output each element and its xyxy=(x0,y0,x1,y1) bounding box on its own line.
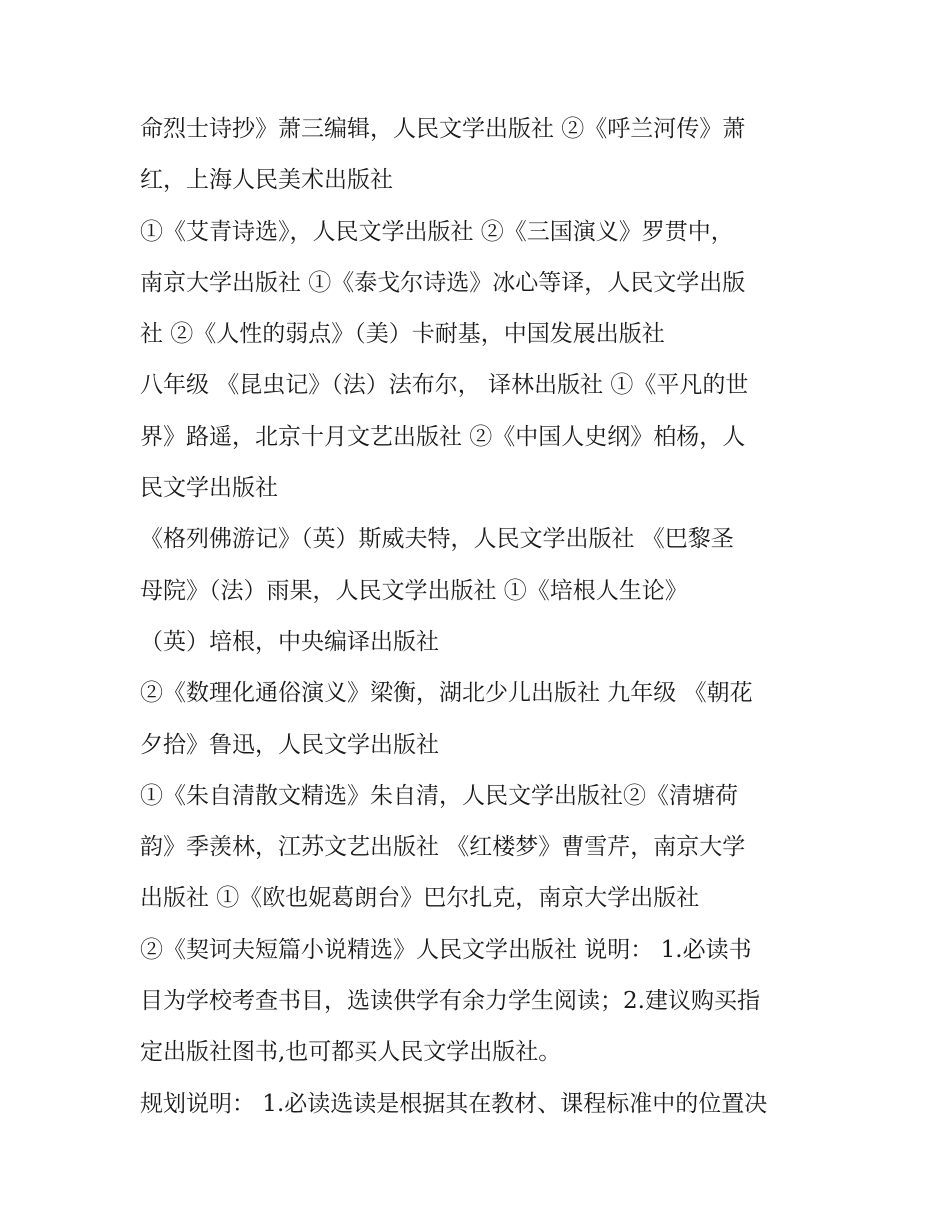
text-line: 母院》（法）雨果，人民文学出版社 ①《培根人生论》 xyxy=(140,577,688,604)
text-line: 目为学校考查书目，选读供学有余力学生阅读；2.建议购买指 xyxy=(140,988,760,1015)
text-line: 夕拾》鲁迅，人民文学出版社 xyxy=(140,731,439,758)
text-line: 社 ②《人性的弱点》（美）卡耐基，中国发展出版社 xyxy=(140,321,665,348)
text-line: ②《数理化通俗演义》梁衡，湖北少儿出版社 九年级 《朝花 xyxy=(140,680,753,707)
text-line: 《格列佛游记》（英）斯威夫特，人民文学出版社 《巴黎圣 xyxy=(140,526,734,553)
text-line: 韵》季羡林，江苏文艺出版社 《红楼梦》曹雪芹，南京大学 xyxy=(140,834,746,861)
text-line: 定出版社图书,也可都买人民文学出版社。 xyxy=(140,1039,562,1066)
text-line: 南京大学出版社 ①《泰戈尔诗选》冰心等译，人民文学出版 xyxy=(140,269,746,296)
text-line: ②《契诃夫短篇小说精选》人民文学出版社 说明： 1.必读书 xyxy=(140,936,752,963)
text-line: ①《艾青诗选》，人民文学出版社 ②《三国演义》罗贯中， xyxy=(140,218,734,245)
text-line: 民文学出版社 xyxy=(140,475,278,502)
document-body xyxy=(140,104,820,1130)
text-line: ①《朱自清散文精选》朱自清，人民文学出版社②《清塘荷 xyxy=(140,782,738,809)
text-line: 红，上海人民美术出版社 xyxy=(140,167,393,194)
text-line: 命烈士诗抄》萧三编辑，人民文学出版社 ②《呼兰河传》萧 xyxy=(140,116,746,142)
text-line: （英）培根，中央编译出版社 xyxy=(140,628,439,655)
text-line: 界》路遥，北京十月文艺出版社 ②《中国人史纲》柏杨，人 xyxy=(140,423,746,450)
text-line: 规划说明： 1.必读选读是根据其在教材、课程标准中的位置决 xyxy=(140,1090,768,1117)
text-line: 出版社 ①《欧也妮葛朗台》巴尔扎克，南京大学出版社 xyxy=(140,885,700,912)
text-line: 八年级 《昆虫记》（法）法布尔， 译林出版社 ①《平凡的世 xyxy=(140,372,749,399)
